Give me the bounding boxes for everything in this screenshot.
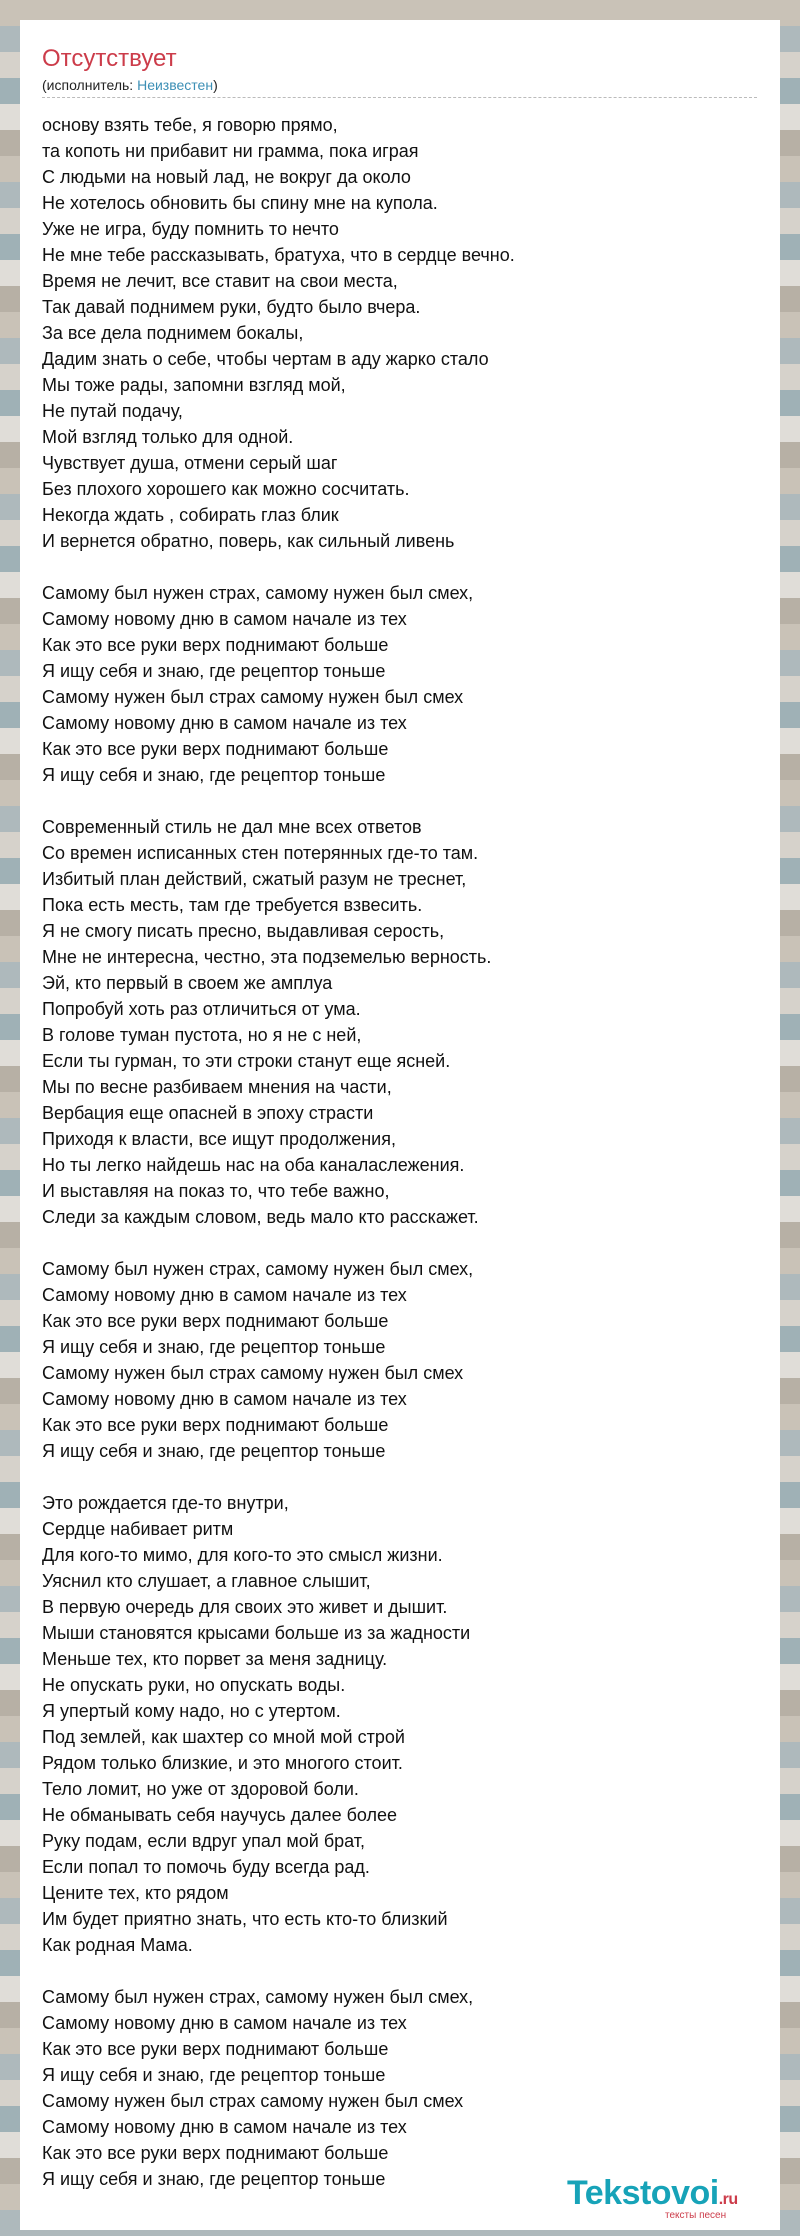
artist-link[interactable]: Неизвестен [137,77,214,93]
lyric-line: Так давай поднимем руки, будто было вчера. [42,297,421,317]
lyric-line: Некогда ждать , собирать глаз блик [42,505,339,525]
lyric-line: Я упертый кому надо, но с утертом. [42,1701,341,1721]
song-title: Отсутствует [42,45,177,72]
lyric-line: Я ищу себя и знаю, где рецептор тоньше [42,1441,386,1461]
lyric-line: Цените тех, кто рядом [42,1883,229,1903]
lyric-line: Попробуй хоть раз отличиться от ума. [42,999,361,1019]
logo-tld: .ru [718,2191,738,2208]
lyric-line: Я ищу себя и знаю, где рецептор тоньше [42,2169,386,2189]
stanza [42,1490,780,1958]
lyric-line: Самому новому дню в самом начале из тех [42,609,407,629]
lyric-line: Уже не игра, буду помнить то нечто [42,219,339,239]
lyric-line: Избитый план действий, сжатый разум не треснет, [42,869,467,889]
lyric-line: Следи за каждым словом, ведь мало кто расскажет. [42,1207,479,1227]
site-logo[interactable] [567,2173,767,2221]
lyric-line: Как это все руки верх поднимают больше [42,2039,389,2059]
lyric-line: Как это все руки верх поднимают больше [42,1311,389,1331]
lyric-line: За все дела поднимем бокалы, [42,323,304,343]
lyric-line: Я не смогу писать пресно, выдавливая серость, [42,921,445,941]
artist-prefix: (исполнитель: [42,77,138,93]
lyric-line: Сердце набивает ритм [42,1519,234,1539]
lyric-line: Современный стиль не дал мне всех ответов [42,817,422,837]
lyrics-body [42,112,780,2192]
lyric-line: Я ищу себя и знаю, где рецептор тоньше [42,1337,386,1357]
lyric-line: Вербация еще опасней в эпоху страсти [42,1103,374,1123]
lyric-line: Руку подам, если вдруг упал мой брат, [42,1831,366,1851]
lyric-line: И выставляя на показ то, что тебе важно, [42,1181,390,1201]
lyric-line: Самому нужен был страх самому нужен был смех [42,2091,464,2111]
lyric-line: Как это все руки верх поднимают больше [42,2143,389,2163]
lyric-line: Самому был нужен страх, самому нужен был смех, [42,583,474,603]
logo-tagline: тексты песен [665,2210,727,2221]
lyrics-card [20,20,780,2230]
artist-suffix: ) [213,77,218,93]
lyric-line: Как это все руки верх поднимают больше [42,1415,389,1435]
lyric-line: Дадим знать о себе, чтобы чертам в аду жарко стало [42,349,489,369]
lyric-line: Под землей, как шахтер со мной мой строй [42,1727,405,1747]
lyric-line: Мыши становятся крысами больше из за жадности [42,1623,471,1643]
lyric-line: Рядом только близкие, и это многого стоит. [42,1753,403,1773]
lyric-line: Но ты легко найдешь нас на оба каналаслежения. [42,1155,465,1175]
lyric-line: Я ищу себя и знаю, где рецептор тоньше [42,765,386,785]
lyric-line: Уяснил кто слушает, а главное слышит, [42,1571,371,1591]
lyric-line: Эй, кто первый в своем же амплуа [42,973,333,993]
lyric-line: Я ищу себя и знаю, где рецептор тоньше [42,661,386,681]
lyric-line: Не опускать руки, но опускать воды. [42,1675,346,1695]
lyric-line: Как родная Мама. [42,1935,193,1955]
lyric-line: Мне не интересна, честно, эта подземелью верность. [42,947,492,967]
lyric-line: основу взять тебе, я говорю прямо, [42,115,338,135]
lyric-line: Если попал то помочь буду всегда рад. [42,1857,370,1877]
lyric-line: та копоть ни прибавит ни грамма, пока играя [42,141,419,161]
lyric-line: Самому новому дню в самом начале из тех [42,1389,407,1409]
lyric-line: Для кого-то мимо, для кого-то это смысл жизни. [42,1545,443,1565]
lyric-line: Самому новому дню в самом начале из тех [42,2013,407,2033]
lyric-line: Самому нужен был страх самому нужен был смех [42,1363,464,1383]
stanza [42,1984,780,2192]
lyric-line: С людьми на новый лад, не вокруг да около [42,167,411,187]
lyric-line: Не мне тебе рассказывать, братуха, что в сердце вечно. [42,245,515,265]
lyric-line: Меньше тех, кто порвет за меня задницу. [42,1649,388,1669]
artist-line [42,76,757,98]
logo-word: Tekstovoi [567,2174,719,2212]
lyric-line: Самому новому дню в самом начале из тех [42,2117,407,2137]
lyric-line: Пока есть месть, там где требуется взвесить. [42,895,423,915]
lyric-line: Это рождается где-то внутри, [42,1493,289,1513]
lyric-line: Со времен исписанных стен потерянных где-то там. [42,843,479,863]
lyric-line: Чувствует душа, отмени серый шаг [42,453,338,473]
lyric-line: Не хотелось обновить бы спину мне на купола. [42,193,438,213]
lyric-line: Время не лечит, все ставит на свои места, [42,271,398,291]
lyric-line: Самому новому дню в самом начале из тех [42,713,407,733]
stanza [42,814,780,1230]
lyric-line: Как это все руки верх поднимают больше [42,739,389,759]
lyric-line: Не путай подачу, [42,401,183,421]
stanza [42,580,780,788]
lyric-line: Мой взгляд только для одной. [42,427,294,447]
lyric-line: Самому новому дню в самом начале из тех [42,1285,407,1305]
lyric-line: Приходя к власти, все ищут продолжения, [42,1129,396,1149]
lyric-line: Им будет приятно знать, что есть кто-то близкий [42,1909,448,1929]
lyric-line: И вернется обратно, поверь, как сильный ливень [42,531,455,551]
lyric-line: Мы тоже рады, запомни взгляд мой, [42,375,346,395]
lyric-line: Самому нужен был страх самому нужен был смех [42,687,464,707]
stanza [42,112,780,554]
lyric-line: В голове туман пустота, но я не с ней, [42,1025,362,1045]
stanza [42,1256,780,1464]
lyric-line: Самому был нужен страх, самому нужен был смех, [42,1987,474,2007]
lyric-line: Тело ломит, но уже от здоровой боли. [42,1779,359,1799]
lyric-line: Если ты гурман, то эти строки станут еще ясней. [42,1051,451,1071]
lyric-line: В первую очередь для своих это живет и дышит. [42,1597,448,1617]
lyric-line: Мы по весне разбиваем мнения на части, [42,1077,392,1097]
lyric-line: Самому был нужен страх, самому нужен был смех, [42,1259,474,1279]
lyric-line: Не обманывать себя научусь далее более [42,1805,398,1825]
lyric-line: Я ищу себя и знаю, где рецептор тоньше [42,2065,386,2085]
lyric-line: Как это все руки верх поднимают больше [42,635,389,655]
lyric-line: Без плохого хорошего как можно сосчитать. [42,479,410,499]
